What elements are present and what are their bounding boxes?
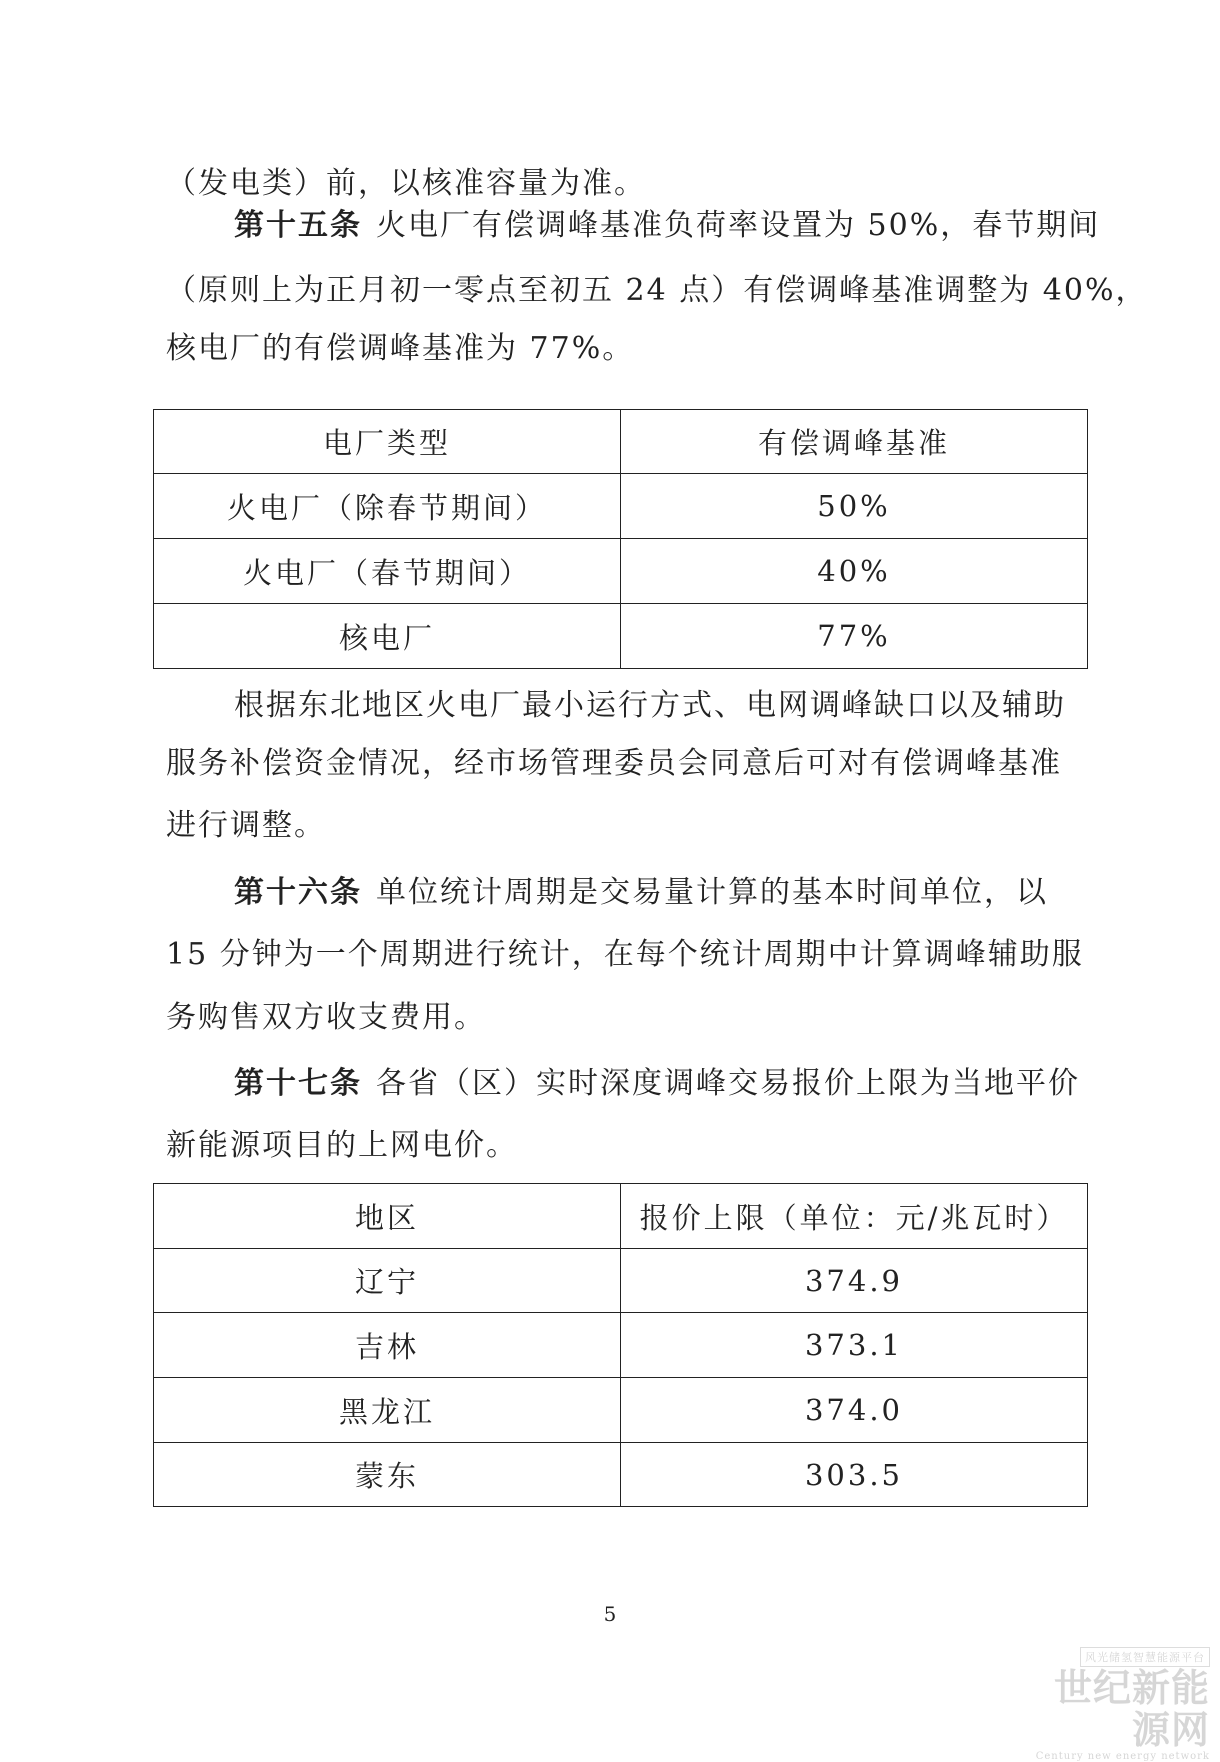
adjustment-paragraph-line-1: 根据东北地区火电厂最小运行方式、电网调峰缺口以及辅助 — [234, 688, 1066, 723]
article-16-line-1 — [234, 873, 1048, 913]
table-cell: 374.0 — [621, 1378, 1088, 1443]
page-number: 5 — [603, 1602, 617, 1626]
table-cell: 蒙东 — [154, 1443, 621, 1507]
article-17-text-1: 各省（区）实时深度调峰交易报价上限为当地平价 — [376, 1066, 1080, 1101]
article-16-label: 第十六条 — [234, 875, 362, 910]
watermark-english-text: Century new energy network — [1035, 1751, 1210, 1762]
peak-regulation-baseline-table — [153, 409, 1088, 669]
article-16-text-1: 单位统计周期是交易量计算的基本时间单位，以 — [376, 875, 1048, 910]
table-header-cell: 地区 — [154, 1184, 621, 1249]
table-header-row — [154, 1184, 1088, 1249]
article-16-line-2: 15 分钟为一个周期进行统计，在每个统计周期中计算调峰辅助服 — [166, 937, 1084, 972]
table-cell: 火电厂（春节期间） — [154, 539, 621, 604]
table-row — [154, 474, 1088, 539]
article-17-label: 第十七条 — [234, 1066, 362, 1101]
table-cell: 77% — [621, 604, 1088, 669]
site-watermark — [1020, 1646, 1210, 1762]
adjustment-paragraph-line-2: 服务补偿资金情况，经市场管理委员会同意后可对有偿调峰基准 — [166, 746, 1062, 781]
table-cell: 40% — [621, 539, 1088, 604]
table-cell: 火电厂（除春节期间） — [154, 474, 621, 539]
table-header-cell: 电厂类型 — [154, 410, 621, 474]
table-row — [154, 1378, 1088, 1443]
table-header-cell: 报价上限（单位：元/兆瓦时） — [621, 1184, 1088, 1249]
table-cell: 核电厂 — [154, 604, 621, 669]
table-cell: 黑龙江 — [154, 1378, 621, 1443]
table-cell: 50% — [621, 474, 1088, 539]
article-15-line-2: （原则上为正月初一零点至初五 24 点）有偿调峰基准调整为 40%， — [166, 273, 1148, 308]
paragraph-line-continuation: （发电类）前，以核准容量为准。 — [166, 166, 646, 201]
table-row — [154, 604, 1088, 669]
article-16-line-3: 务购售双方收支费用。 — [166, 1000, 486, 1035]
table-cell: 辽宁 — [154, 1249, 621, 1313]
table-row — [154, 1313, 1088, 1378]
article-15-line-3: 核电厂的有偿调峰基准为 77%。 — [166, 331, 635, 366]
table-cell: 303.5 — [621, 1443, 1088, 1507]
article-15-text-1: 火电厂有偿调峰基准负荷率设置为 50%，春节期间 — [376, 208, 1101, 243]
watermark-tagline: 风光储氢智慧能源平台 — [1080, 1647, 1210, 1667]
article-17-line-1 — [234, 1064, 1080, 1104]
adjustment-paragraph-line-3: 进行调整。 — [166, 808, 326, 843]
article-17-line-2: 新能源项目的上网电价。 — [166, 1128, 518, 1163]
table-cell: 374.9 — [621, 1249, 1088, 1313]
article-15-label: 第十五条 — [234, 208, 362, 243]
table-cell: 吉林 — [154, 1313, 621, 1378]
table-row — [154, 539, 1088, 604]
price-cap-table — [153, 1183, 1088, 1507]
table-cell: 373.1 — [621, 1313, 1088, 1378]
table-header-cell: 有偿调峰基准 — [621, 410, 1088, 474]
article-15-line-1 — [234, 206, 1100, 246]
table-row — [154, 1443, 1088, 1507]
watermark-logo-text: 世纪新能源网 — [1053, 1666, 1210, 1752]
table-header-row — [154, 410, 1088, 474]
table-row — [154, 1249, 1088, 1313]
